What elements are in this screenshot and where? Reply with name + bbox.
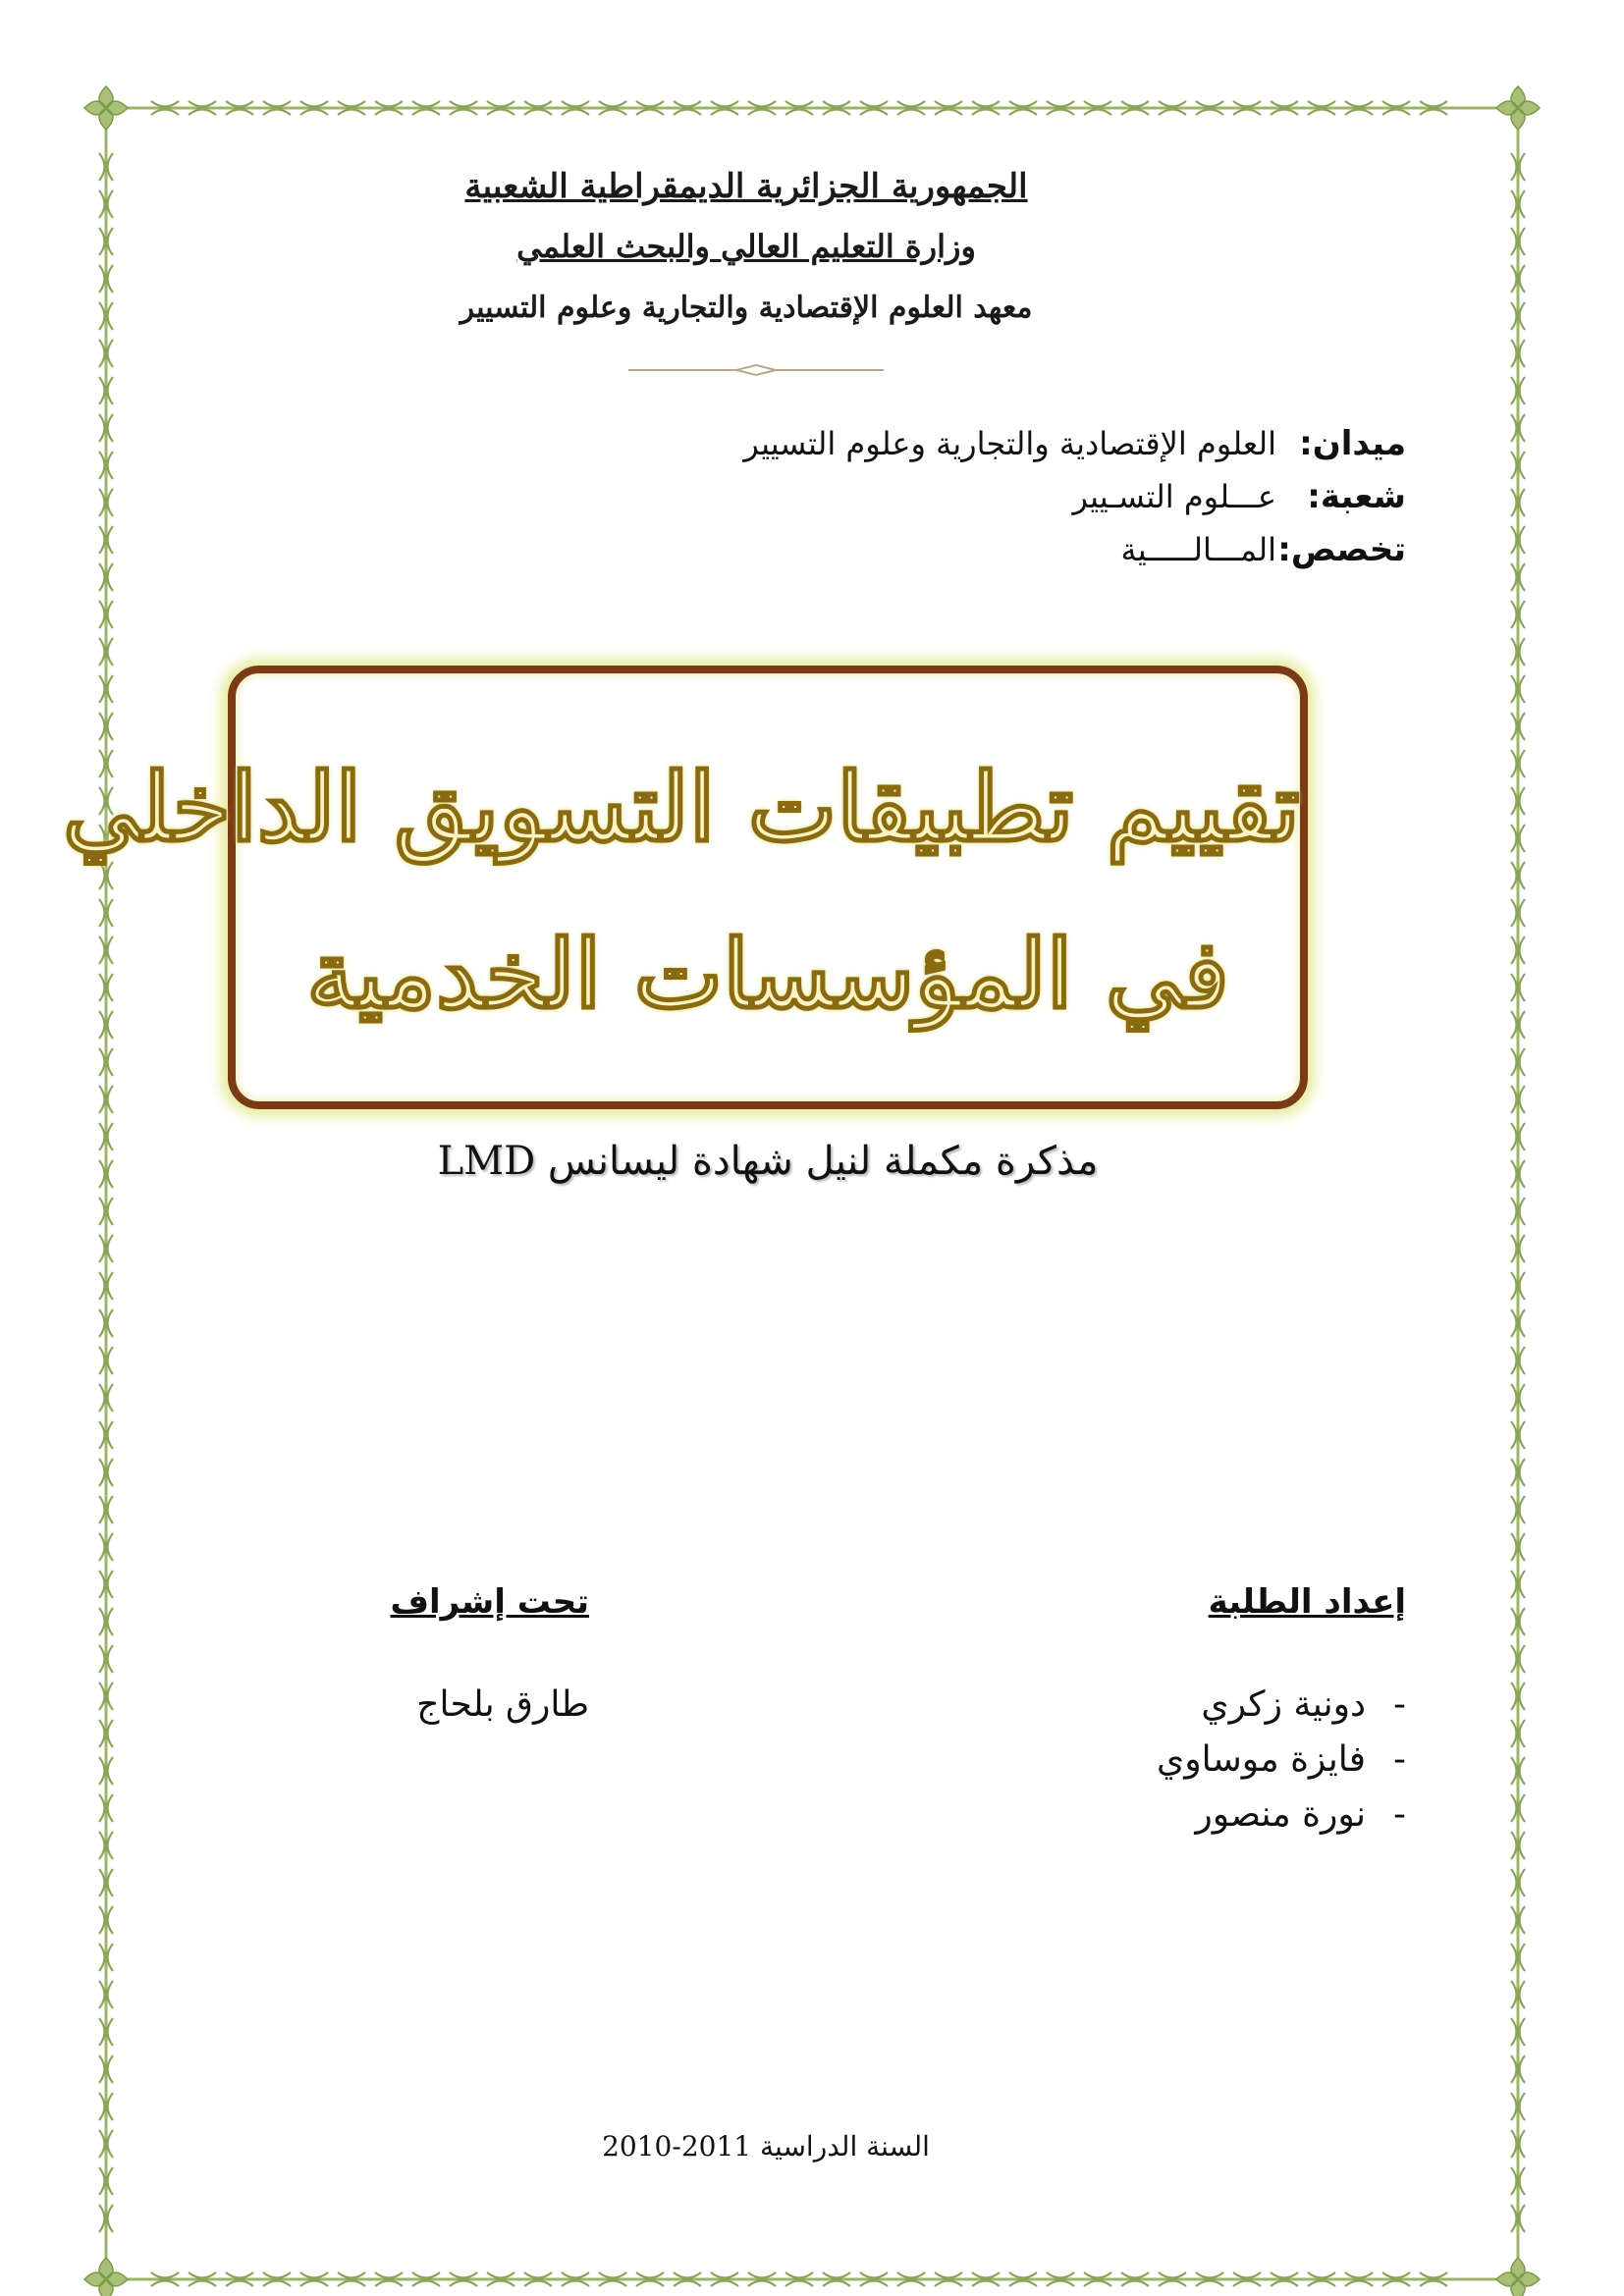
field-branch-label: شعبة: — [1307, 477, 1406, 516]
border-corner-flower — [84, 2258, 128, 2296]
academic-year-label: السنة الدراسية — [760, 2130, 930, 2163]
student-item — [1201, 1684, 1406, 1725]
thesis-title-line-1: تقييم تطبيقات التسويق الداخلي — [63, 752, 1300, 863]
bullet-dash: - — [1393, 1684, 1406, 1725]
student-item — [1195, 1794, 1406, 1835]
field-specialty-value: المـــالـــــية — [1120, 531, 1276, 568]
thesis-subtitle: مذكرة مكملة لنيل شهادة ليسانس LMD — [437, 1139, 1099, 1184]
field-domain — [743, 424, 1406, 463]
students-heading: إعداد الطلبة — [1208, 1582, 1406, 1622]
border-corner-flower — [1496, 2258, 1540, 2296]
republic-name: الجمهورية الجزائرية الديمقراطية الشعبية — [464, 167, 1028, 206]
header-divider — [628, 363, 884, 377]
student-name: فايزة موساوي — [1157, 1739, 1366, 1780]
student-name: نورة منصور — [1195, 1794, 1366, 1835]
bullet-dash: - — [1393, 1739, 1406, 1780]
ministry-name: وزارة التعليم العالي والبحث العلمي — [516, 228, 976, 265]
student-item — [1157, 1739, 1406, 1780]
institute-name: معهد العلوم الإقتصادية والتجارية وعلوم التسيير — [460, 291, 1033, 325]
academic-year-value: 2010-2011 — [602, 2130, 752, 2163]
thesis-title-line-2: في المؤسسات الخدمية — [306, 919, 1229, 1030]
supervisor-name: طارق بلحاج — [416, 1684, 589, 1725]
supervisor-heading: تحت إشراف — [390, 1582, 589, 1622]
field-branch — [1072, 477, 1406, 516]
thesis-title-frame — [63, 666, 1308, 1109]
field-specialty — [1121, 530, 1406, 569]
border-corner-flower — [84, 86, 128, 130]
student-name: دونية زكري — [1201, 1684, 1366, 1725]
field-domain-value: العلوم الإقتصادية والتجارية وعلوم التسيير — [743, 425, 1276, 462]
field-branch-value: عـــلوم التسـيير — [1072, 478, 1276, 515]
field-domain-label: ميدان: — [1299, 424, 1406, 463]
bullet-dash: - — [1393, 1794, 1406, 1835]
border-corner-flower — [1496, 86, 1540, 130]
field-specialty-label: تخصص: — [1277, 530, 1406, 569]
academic-year — [491, 2130, 1041, 2163]
